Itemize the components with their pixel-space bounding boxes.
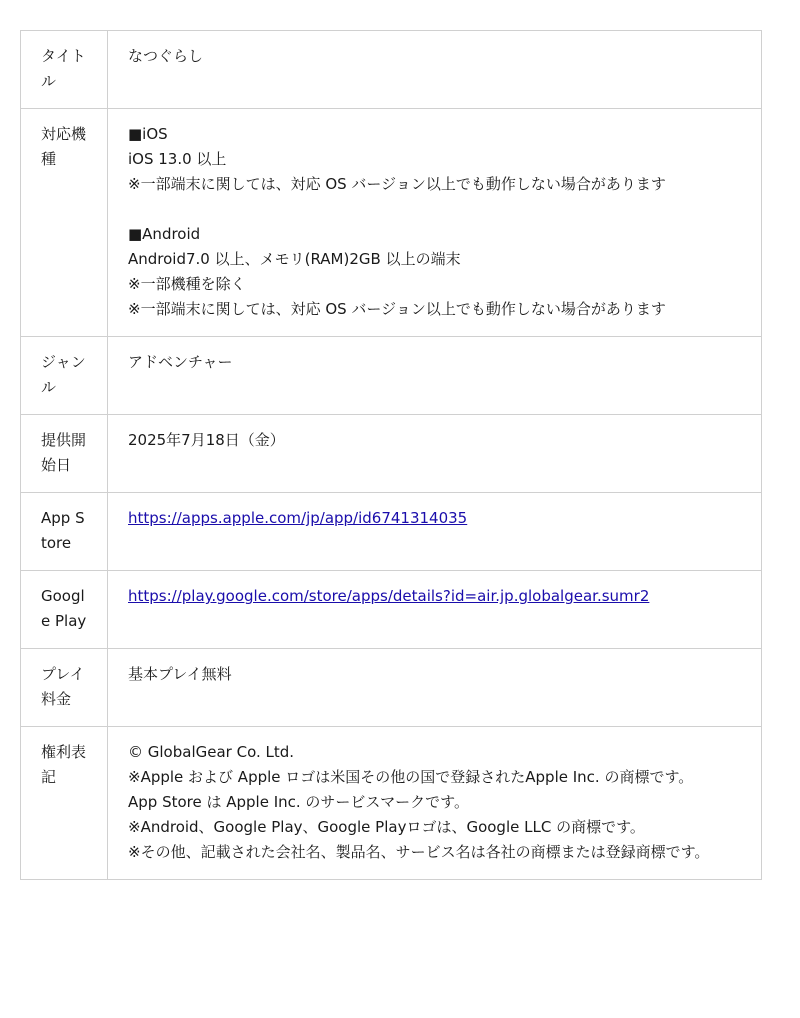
row-google-play [21, 571, 762, 649]
title-value [108, 31, 762, 109]
row-release-date [21, 415, 762, 493]
row-label: 対応機種 [21, 109, 108, 337]
copyright-value [108, 727, 762, 880]
row-label: Google Play [21, 571, 108, 649]
copyright-holder: © GlobalGear Co. Ltd. [128, 743, 295, 761]
row-copyright [21, 727, 762, 880]
row-title [21, 31, 762, 109]
ios-note: ※一部端末に関しては、対応 OS バージョン以上でも動作しない場合があります [128, 175, 666, 193]
row-label: App Store [21, 493, 108, 571]
release-date-value [108, 415, 762, 493]
android-version: Android7.0 以上、メモリ(RAM)2GB 以上の端末 [128, 250, 461, 268]
spacer-line [128, 197, 739, 222]
android-note-2: ※一部端末に関しては、対応 OS バージョン以上でも動作しない場合があります [128, 300, 666, 318]
genre-text: アドベンチャー [128, 353, 233, 371]
android-heading: ■Android [128, 225, 201, 243]
google-play-value [108, 571, 762, 649]
row-label: タイトル [21, 31, 108, 109]
row-app-store [21, 493, 762, 571]
ios-version: iOS 13.0 以上 [128, 150, 227, 168]
app-store-value [108, 493, 762, 571]
other-trademark-note: ※その他、記載された会社名、製品名、サービス名は各社の商標または登録商標です。 [128, 843, 710, 861]
app-store-link[interactable]: https://apps.apple.com/jp/app/id6741314035 [128, 509, 468, 527]
price-value [108, 649, 762, 727]
game-info-table [20, 30, 762, 880]
price-text: 基本プレイ無料 [128, 665, 232, 683]
row-label: ジャンル [21, 337, 108, 415]
row-supported-devices [21, 109, 762, 337]
google-play-link[interactable]: https://play.google.com/store/apps/details?id=air.jp.globalgear.sumr2 [128, 587, 650, 605]
row-price [21, 649, 762, 727]
android-note-1: ※一部機種を除く [128, 275, 246, 293]
row-label: プレイ料金 [21, 649, 108, 727]
apple-trademark-note: ※Apple および Apple ロゴは米国その他の国で登録されたApple Inc. の商標です。 [128, 768, 694, 786]
app-store-mark-note: App Store は Apple Inc. のサービスマークです。 [128, 793, 469, 811]
release-date-text: 2025年7月18日（金） [128, 431, 285, 449]
ios-heading: ■iOS [128, 125, 168, 143]
row-genre [21, 337, 762, 415]
title-text: なつぐらし [128, 47, 204, 65]
row-label: 提供開始日 [21, 415, 108, 493]
supported-devices-value [108, 109, 762, 337]
google-trademark-note: ※Android、Google Play、Google Playロゴは、Google LLC の商標です。 [128, 818, 645, 836]
genre-value [108, 337, 762, 415]
row-label: 権利表記 [21, 727, 108, 880]
